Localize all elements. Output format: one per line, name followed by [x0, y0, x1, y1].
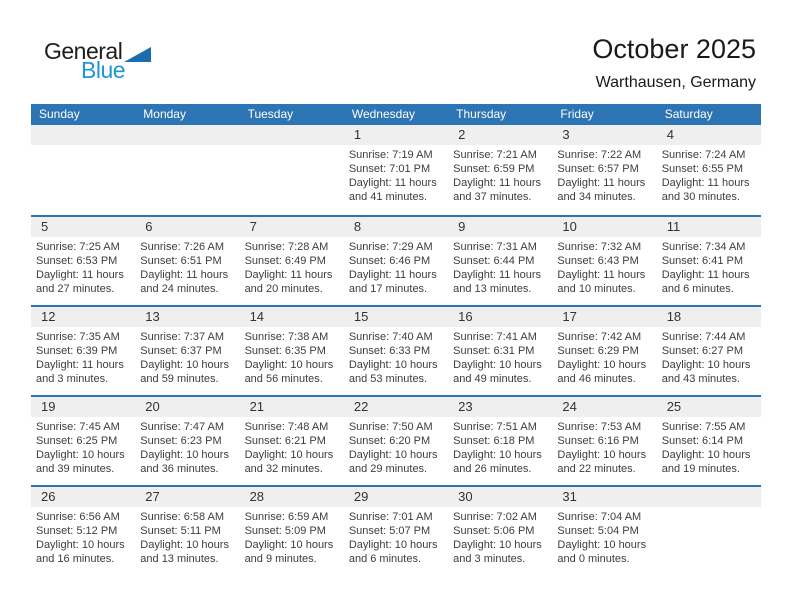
daylight-text: Daylight: 10 hours and 56 minutes. [244, 359, 334, 385]
day-number: 28 [249, 489, 265, 504]
day-number: 29 [353, 489, 369, 504]
day-cell-15 [344, 307, 448, 395]
daylight-text: Daylight: 11 hours and 41 minutes. [348, 177, 437, 203]
sunrise-text: Sunrise: 7:01 AM [348, 511, 433, 523]
day-number-band [344, 307, 448, 327]
title-block [592, 34, 756, 92]
day-number: 30 [458, 489, 473, 504]
day-number: 5 [41, 219, 49, 234]
day-number: 27 [145, 489, 160, 504]
sunrise-text: Sunrise: 7:48 AM [244, 421, 329, 433]
day-details [552, 507, 656, 566]
sunrise-text: Sunrise: 6:56 AM [36, 511, 120, 523]
day-details [344, 507, 448, 566]
daylight-text: Daylight: 10 hours and 53 minutes. [348, 359, 438, 385]
sunset-text: Sunset: 6:41 PM [661, 255, 744, 267]
daylight-text: Daylight: 11 hours and 20 minutes. [244, 269, 333, 295]
sunrise-text: Sunrise: 7:45 AM [36, 421, 120, 433]
weekday-sunday: Sunday [39, 107, 80, 121]
sunrise-text: Sunrise: 7:38 AM [244, 331, 329, 343]
day-cell-26 [31, 487, 135, 575]
day-cell-empty [657, 487, 761, 575]
sunrise-text: Sunrise: 7:25 AM [36, 241, 120, 253]
day-number-band [31, 217, 135, 237]
day-number-band [552, 487, 656, 507]
sunrise-text: Sunrise: 7:53 AM [557, 421, 642, 433]
day-number: 26 [41, 489, 56, 504]
sunset-text: Sunset: 6:21 PM [244, 435, 326, 447]
sunset-text: Sunset: 6:46 PM [348, 255, 431, 267]
sunset-text: Sunset: 6:25 PM [36, 435, 118, 447]
daylight-text: Daylight: 10 hours and 9 minutes. [244, 539, 334, 565]
weekday-saturday: Saturday [664, 107, 713, 121]
day-number-band [344, 487, 448, 507]
daylight-text: Daylight: 10 hours and 26 minutes. [453, 449, 542, 475]
day-cell-3 [552, 125, 656, 215]
day-details [135, 237, 239, 296]
sunrise-text: Sunrise: 7:21 AM [453, 149, 537, 161]
day-number-band [448, 125, 552, 145]
daylight-text: Daylight: 10 hours and 19 minutes. [661, 449, 751, 475]
day-cell-17 [552, 307, 656, 395]
sunset-text: Sunset: 6:44 PM [453, 255, 535, 267]
day-number-band [448, 397, 552, 417]
sunset-text: Sunset: 5:11 PM [140, 525, 221, 537]
day-number: 9 [458, 219, 466, 234]
daylight-text: Daylight: 11 hours and 13 minutes. [453, 269, 541, 295]
daylight-text: Daylight: 11 hours and 34 minutes. [557, 177, 646, 203]
day-details [344, 417, 448, 476]
day-number-band [552, 397, 656, 417]
day-details [552, 327, 656, 386]
day-number: 19 [41, 399, 56, 414]
week-row [31, 305, 761, 395]
sunset-text: Sunset: 6:51 PM [140, 255, 222, 267]
day-cell-10 [552, 217, 656, 305]
day-number-band [448, 487, 552, 507]
day-number-band [31, 397, 135, 417]
sunset-text: Sunset: 5:12 PM [36, 525, 118, 537]
sunrise-text: Sunrise: 7:37 AM [140, 331, 225, 343]
day-number-band [240, 487, 344, 507]
daylight-text: Daylight: 10 hours and 29 minutes. [348, 449, 438, 475]
day-number: 11 [666, 219, 681, 234]
day-cell-empty [240, 125, 344, 215]
day-number-band [135, 397, 239, 417]
daylight-text: Daylight: 10 hours and 3 minutes. [453, 539, 542, 565]
sunset-text: Sunset: 6:57 PM [557, 163, 639, 175]
daylight-text: Daylight: 11 hours and 6 minutes. [661, 269, 750, 295]
sunrise-text: Sunrise: 7:40 AM [348, 331, 433, 343]
day-number: 16 [458, 309, 473, 324]
day-cell-24 [552, 397, 656, 485]
sunrise-text: Sunrise: 7:26 AM [140, 241, 225, 253]
day-cell-7 [240, 217, 344, 305]
daylight-text: Daylight: 10 hours and 0 minutes. [557, 539, 647, 565]
sunset-text: Sunset: 5:06 PM [453, 525, 535, 537]
day-number-band [448, 217, 552, 237]
daylight-text: Daylight: 10 hours and 36 minutes. [140, 449, 229, 475]
sunset-text: Sunset: 5:07 PM [348, 525, 431, 537]
sunrise-text: Sunrise: 7:31 AM [453, 241, 537, 253]
day-cell-6 [135, 217, 239, 305]
weekday-friday: Friday [560, 107, 594, 121]
weekday-tuesday: Tuesday [247, 107, 294, 121]
sunrise-text: Sunrise: 7:34 AM [661, 241, 746, 253]
day-details [448, 237, 552, 296]
day-number: 21 [249, 399, 265, 414]
day-cell-23 [448, 397, 552, 485]
week-row [31, 125, 761, 215]
weekday-header-row [31, 104, 761, 125]
day-number-band [135, 217, 239, 237]
day-details [448, 417, 552, 476]
day-details [344, 145, 448, 204]
sunset-text: Sunset: 7:01 PM [348, 163, 431, 175]
day-cell-9 [448, 217, 552, 305]
day-details [657, 145, 761, 204]
daylight-text: Daylight: 11 hours and 17 minutes. [348, 269, 437, 295]
day-cell-empty [31, 125, 135, 215]
sunset-text: Sunset: 6:20 PM [348, 435, 431, 447]
daylight-text: Daylight: 10 hours and 46 minutes. [557, 359, 647, 385]
day-number: 1 [353, 127, 362, 142]
daylight-text: Daylight: 10 hours and 16 minutes. [36, 539, 125, 565]
day-number: 3 [562, 127, 570, 142]
day-number: 14 [249, 309, 265, 324]
day-cell-5 [31, 217, 135, 305]
day-number: 13 [145, 309, 160, 324]
daylight-text: Daylight: 10 hours and 59 minutes. [140, 359, 229, 385]
week-row [31, 215, 761, 305]
day-cell-11 [657, 217, 761, 305]
day-number: 20 [145, 399, 160, 414]
day-details [240, 237, 344, 296]
logo-triangle-icon [124, 47, 151, 62]
day-details [135, 327, 239, 386]
day-number-band [657, 307, 761, 327]
day-cell-21 [240, 397, 344, 485]
sunset-text: Sunset: 6:53 PM [36, 255, 118, 267]
day-cell-22 [344, 397, 448, 485]
sunrise-text: Sunrise: 7:29 AM [348, 241, 433, 253]
logo-word-general: General [44, 38, 123, 64]
day-number: 18 [666, 309, 682, 324]
day-details [240, 417, 344, 476]
daylight-text: Daylight: 10 hours and 49 minutes. [453, 359, 542, 385]
day-details [448, 507, 552, 566]
day-number-band [552, 217, 656, 237]
daylight-text: Daylight: 11 hours and 37 minutes. [453, 177, 541, 203]
sunrise-text: Sunrise: 7:35 AM [36, 331, 120, 343]
day-number-band [344, 397, 448, 417]
calendar-body [31, 125, 761, 575]
day-number: 2 [458, 127, 466, 142]
daylight-text: Daylight: 11 hours and 24 minutes. [140, 269, 229, 295]
day-cell-2 [448, 125, 552, 215]
day-details [240, 507, 344, 566]
day-cell-4 [657, 125, 761, 215]
sunrise-text: Sunrise: 7:55 AM [661, 421, 746, 433]
day-number: 24 [562, 399, 577, 414]
day-number-band [135, 125, 239, 145]
sunrise-text: Sunrise: 7:32 AM [557, 241, 642, 253]
daylight-text: Daylight: 11 hours and 10 minutes. [557, 269, 646, 295]
day-details [31, 417, 135, 476]
day-cell-20 [135, 397, 239, 485]
week-row [31, 395, 761, 485]
sunset-text: Sunset: 6:29 PM [557, 345, 639, 357]
day-cell-12 [31, 307, 135, 395]
day-number-band [31, 487, 135, 507]
sunset-text: Sunset: 6:16 PM [557, 435, 639, 447]
day-details [31, 327, 135, 386]
day-cell-31 [552, 487, 656, 575]
daylight-text: Daylight: 10 hours and 22 minutes. [557, 449, 647, 475]
day-cell-29 [344, 487, 448, 575]
sunrise-text: Sunrise: 6:58 AM [140, 511, 225, 523]
day-details [135, 417, 239, 476]
day-cell-empty [135, 125, 239, 215]
daylight-text: Daylight: 10 hours and 39 minutes. [36, 449, 125, 475]
day-number-band [344, 217, 448, 237]
general-blue-logo[interactable] [44, 40, 151, 82]
weekday-wednesday: Wednesday [351, 107, 415, 121]
day-number: 8 [353, 219, 362, 234]
weekday-thursday: Thursday [456, 107, 507, 121]
day-details [552, 417, 656, 476]
day-details [657, 237, 761, 296]
day-details [552, 237, 656, 296]
sunset-text: Sunset: 6:55 PM [661, 163, 744, 175]
day-number-band [240, 307, 344, 327]
sunrise-text: Sunrise: 7:02 AM [453, 511, 537, 523]
day-number-band [31, 125, 135, 145]
sunset-text: Sunset: 5:04 PM [557, 525, 639, 537]
day-details [135, 507, 239, 566]
day-number: 23 [458, 399, 473, 414]
day-number-band [552, 307, 656, 327]
week-row [31, 485, 761, 575]
day-number-band [448, 307, 552, 327]
day-number-band [552, 125, 656, 145]
day-number-band [657, 217, 761, 237]
day-number: 6 [145, 219, 153, 234]
day-number-band [240, 125, 344, 145]
daylight-text: Daylight: 10 hours and 6 minutes. [348, 539, 438, 565]
day-details [448, 145, 552, 204]
daylight-text: Daylight: 10 hours and 32 minutes. [244, 449, 334, 475]
page-subtitle: Warthausen, Germany [595, 74, 756, 92]
sunset-text: Sunset: 6:33 PM [348, 345, 431, 357]
sunrise-text: Sunrise: 7:42 AM [557, 331, 642, 343]
daylight-text: Daylight: 11 hours and 30 minutes. [661, 177, 750, 203]
day-number: 12 [41, 309, 56, 324]
sunset-text: Sunset: 6:14 PM [661, 435, 744, 447]
day-details [31, 237, 135, 296]
day-cell-18 [657, 307, 761, 395]
day-number-band [135, 307, 239, 327]
day-cell-19 [31, 397, 135, 485]
sunset-text: Sunset: 6:49 PM [244, 255, 326, 267]
day-number-band [240, 397, 344, 417]
sunrise-text: Sunrise: 7:47 AM [140, 421, 225, 433]
day-cell-27 [135, 487, 239, 575]
daylight-text: Daylight: 11 hours and 3 minutes. [36, 359, 124, 385]
day-number: 15 [353, 309, 369, 324]
day-cell-28 [240, 487, 344, 575]
day-details [240, 327, 344, 386]
day-number-band [657, 487, 761, 507]
day-details [552, 145, 656, 204]
sunset-text: Sunset: 6:35 PM [244, 345, 326, 357]
day-cell-25 [657, 397, 761, 485]
sunrise-text: Sunrise: 7:50 AM [348, 421, 433, 433]
day-details [657, 417, 761, 476]
calendar [31, 104, 761, 575]
day-number-band [657, 397, 761, 417]
sunset-text: Sunset: 6:43 PM [557, 255, 639, 267]
day-number-band [31, 307, 135, 327]
sunset-text: Sunset: 6:31 PM [453, 345, 535, 357]
day-cell-14 [240, 307, 344, 395]
weekday-monday: Monday [143, 107, 186, 121]
sunset-text: Sunset: 6:18 PM [453, 435, 535, 447]
sunset-text: Sunset: 6:39 PM [36, 345, 118, 357]
sunset-text: Sunset: 6:59 PM [453, 163, 535, 175]
day-number-band [344, 125, 448, 145]
day-cell-13 [135, 307, 239, 395]
day-number-band [135, 487, 239, 507]
day-cell-16 [448, 307, 552, 395]
sunrise-text: Sunrise: 7:41 AM [453, 331, 537, 343]
sunset-text: Sunset: 5:09 PM [244, 525, 326, 537]
page-title: October 2025 [592, 34, 756, 64]
day-cell-30 [448, 487, 552, 575]
sunrise-text: Sunrise: 7:22 AM [557, 149, 642, 161]
sunrise-text: Sunrise: 7:04 AM [557, 511, 642, 523]
daylight-text: Daylight: 10 hours and 13 minutes. [140, 539, 229, 565]
sunset-text: Sunset: 6:27 PM [661, 345, 744, 357]
sunrise-text: Sunrise: 6:59 AM [244, 511, 329, 523]
day-number: 10 [562, 219, 577, 234]
day-number-band [657, 125, 761, 145]
daylight-text: Daylight: 10 hours and 43 minutes. [661, 359, 751, 385]
day-details [344, 327, 448, 386]
sunrise-text: Sunrise: 7:44 AM [661, 331, 746, 343]
day-details [344, 237, 448, 296]
sunrise-text: Sunrise: 7:51 AM [453, 421, 537, 433]
day-number: 7 [249, 219, 257, 234]
day-number-band [240, 217, 344, 237]
day-number: 25 [666, 399, 682, 414]
day-number: 17 [562, 309, 577, 324]
day-cell-1 [344, 125, 448, 215]
sunset-text: Sunset: 6:37 PM [140, 345, 222, 357]
sunrise-text: Sunrise: 7:28 AM [244, 241, 329, 253]
day-number: 31 [562, 489, 577, 504]
day-number: 4 [666, 127, 674, 142]
day-details [31, 507, 135, 566]
day-details [448, 327, 552, 386]
sunrise-text: Sunrise: 7:24 AM [661, 149, 746, 161]
sunset-text: Sunset: 6:23 PM [140, 435, 222, 447]
day-cell-8 [344, 217, 448, 305]
daylight-text: Daylight: 11 hours and 27 minutes. [36, 269, 124, 295]
day-details [657, 327, 761, 386]
day-number: 22 [353, 399, 369, 414]
logo-word-blue: Blue [81, 57, 126, 83]
sunrise-text: Sunrise: 7:19 AM [348, 149, 433, 161]
